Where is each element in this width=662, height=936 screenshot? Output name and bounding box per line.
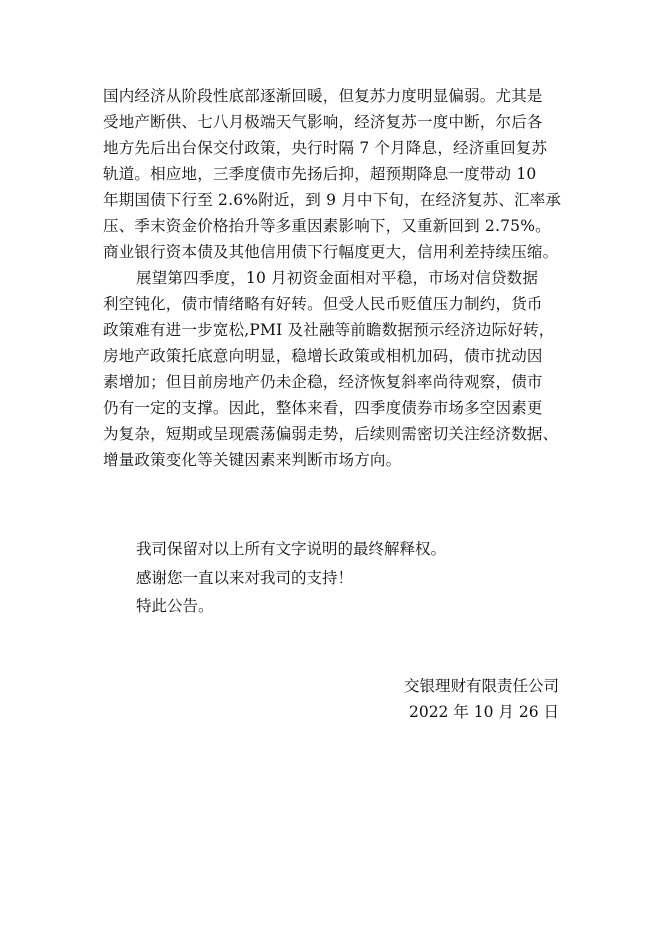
paragraph-2-line-6: 仍有一定的支撑。因此，整体来看，四季度债券市场多空因素更 xyxy=(103,399,543,417)
paragraph-1-line-6: 压、季末资金价格抬升等多重因素影响下，又重新回到 2.75%。 xyxy=(103,217,551,235)
paragraph-1-line-4: 轨道。相应地，三季度债市先扬后抑，超预期降息一度带动 10 xyxy=(103,165,537,183)
disclaimer-text: 我司保留对以上所有文字说明的最终解释权。 xyxy=(136,540,447,558)
thanks-text: 感谢您一直以来对我司的支持！ xyxy=(136,569,354,587)
paragraph-2-line-4: 房地产政策托底意向明显，稳增长政策或相机加码，债市扰动因 xyxy=(103,347,543,365)
paragraph-1-line-1: 国内经济从阶段性底部逐渐回暖，但复苏力度明显偏弱。尤其是 xyxy=(103,87,543,105)
paragraph-1-line-3: 地方先后出台保交付政策，央行时隔 7 个月降息，经济重回复苏 xyxy=(103,139,548,157)
paragraph-2-line-8: 增量政策变化等关键因素来判断市场方向。 xyxy=(103,451,402,469)
announcement-text: 特此公告。 xyxy=(136,597,214,615)
paragraph-2-line-1: 展望第四季度，10 月初资金面相对平稳，市场对信贷数据 xyxy=(136,269,539,287)
paragraph-1-line-2: 受地产断供、七八月极端天气影响，经济复苏一度中断，尔后各 xyxy=(103,113,543,131)
issue-date: 2022 年 10 月 26 日 xyxy=(408,703,559,721)
paragraph-2-line-2: 利空钝化，债市情绪略有好转。但受人民币贬值压力制约，货币 xyxy=(103,295,543,313)
paragraph-1-line-7: 商业银行资本债及其他信用债下行幅度更大，信用利差持续压缩。 xyxy=(103,243,559,261)
paragraph-2-line-5: 素增加；但目前房地产仍未企稳，经济恢复斜率尚待观察，债市 xyxy=(103,373,543,391)
company-name: 交银理财有限责任公司 xyxy=(403,677,559,695)
paragraph-2-line-3: 政策难有进一步宽松,PMI 及社融等前瞻数据预示经济边际好转， xyxy=(103,321,555,339)
paragraph-2-line-7: 为复杂，短期或呈现震荡偏弱走势，后续则需密切关注经济数据、 xyxy=(103,425,559,443)
paragraph-1-line-5: 年期国债下行至 2.6%附近，到 9 月中下旬，在经济复苏、汇率承 xyxy=(103,191,562,209)
